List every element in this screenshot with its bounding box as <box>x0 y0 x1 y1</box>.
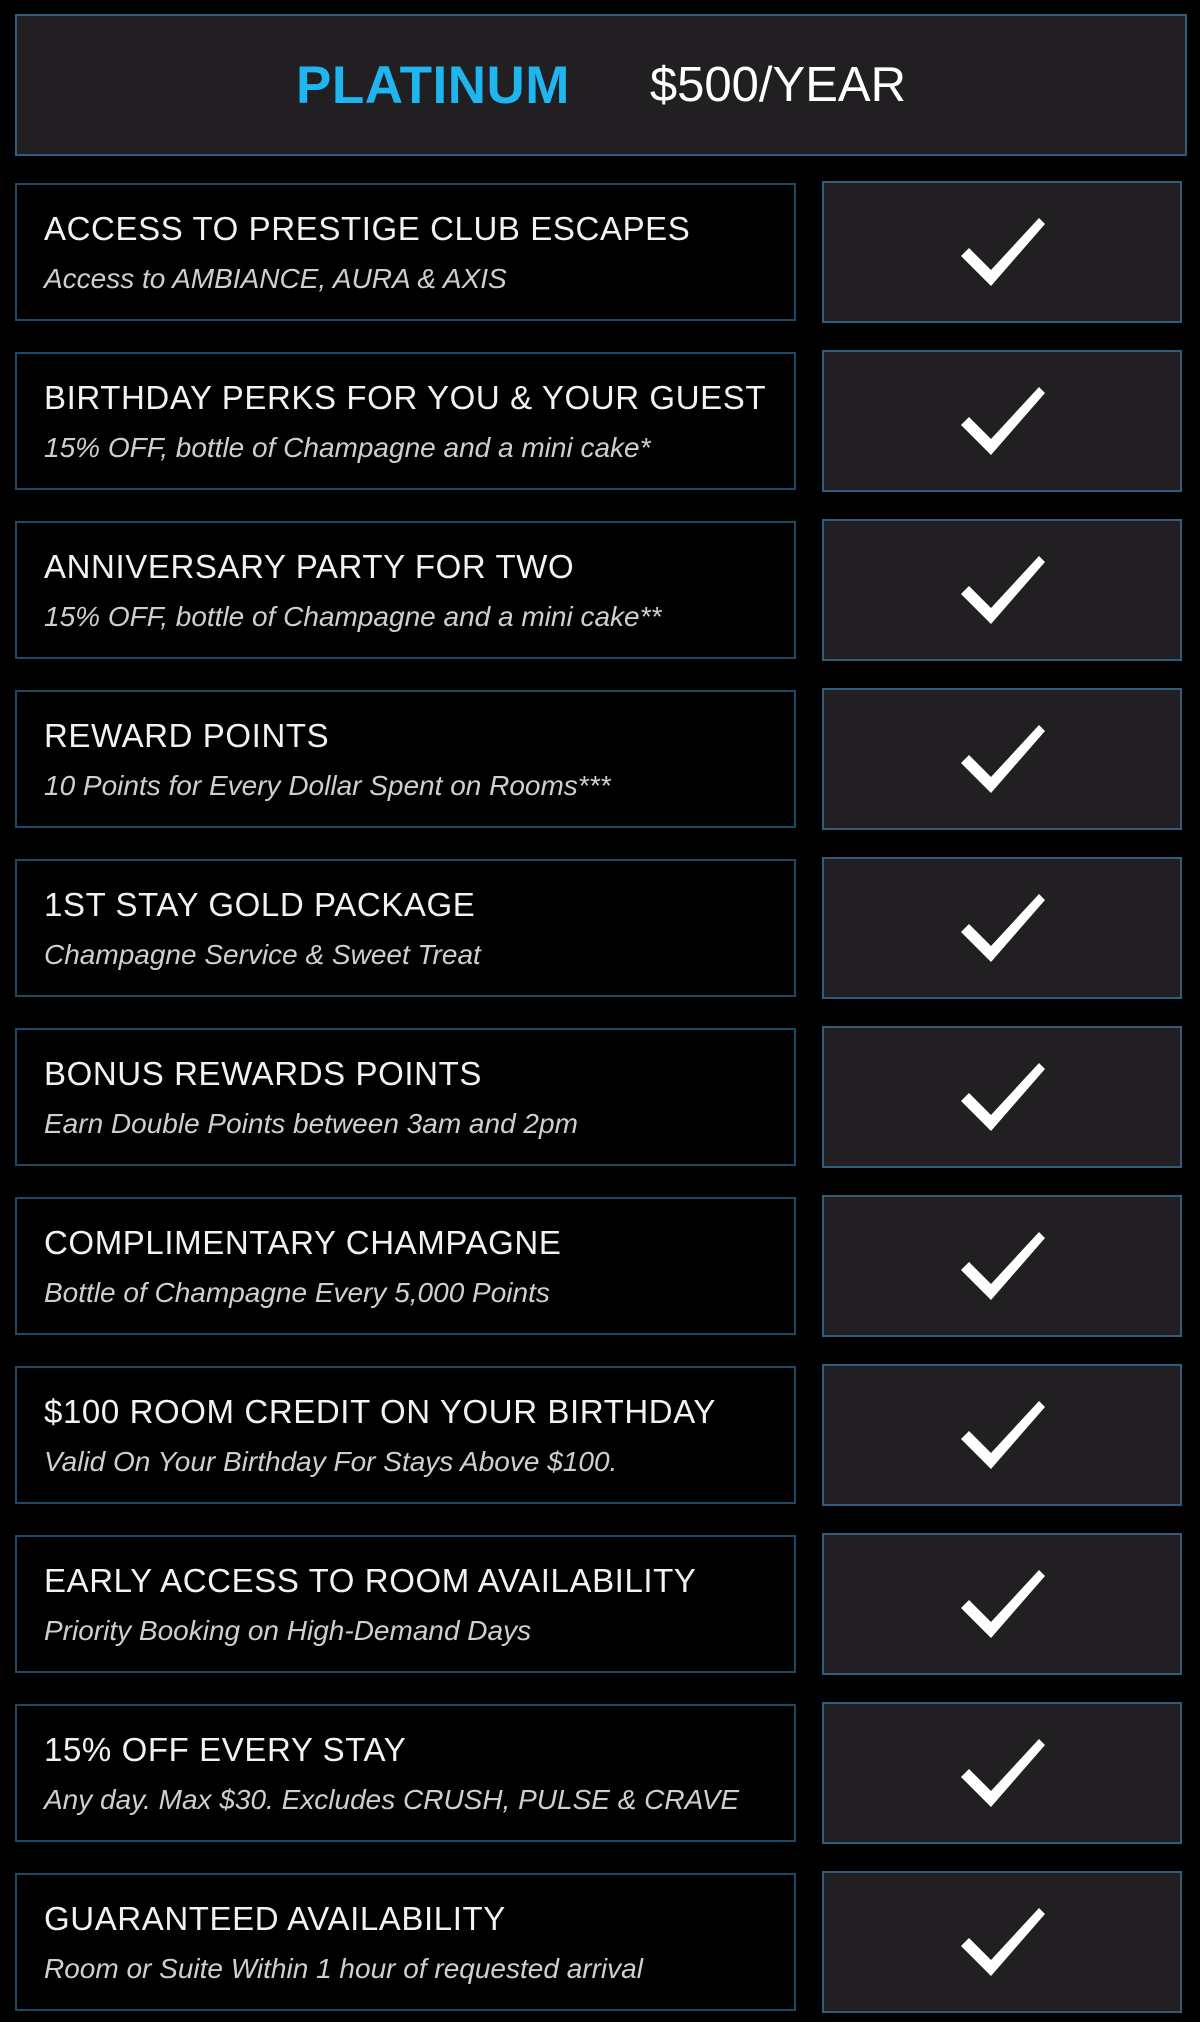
benefit-subtitle: 10 Points for Every Dollar Spent on Rooms*** <box>44 770 611 801</box>
benefit-subtitle: Any day. Max $30. Excludes CRUSH, PULSE & CRAVE <box>44 1784 740 1815</box>
benefit-included-cell <box>822 857 1182 999</box>
benefit-included-cell <box>822 1364 1182 1506</box>
benefit-label-box <box>15 1197 796 1335</box>
benefit-label-box <box>15 859 796 997</box>
benefit-label-box <box>15 183 796 321</box>
benefit-label-box <box>15 1873 796 2011</box>
benefit-title: COMPLIMENTARY CHAMPAGNE <box>44 1224 562 1261</box>
benefit-subtitle: Valid On Your Birthday For Stays Above $100. <box>44 1446 618 1477</box>
benefit-included-cell <box>822 1533 1182 1675</box>
benefit-included-cell <box>822 519 1182 661</box>
tier-name: PLATINUM <box>296 55 570 115</box>
benefit-included-cell <box>822 350 1182 492</box>
benefit-title: 15% OFF EVERY STAY <box>44 1731 407 1768</box>
benefit-subtitle: Access to AMBIANCE, AURA & AXIS <box>44 263 507 294</box>
checkmark-icon <box>957 719 1047 799</box>
benefit-row <box>0 350 1200 492</box>
benefit-title: $100 ROOM CREDIT ON YOUR BIRTHDAY <box>44 1393 717 1430</box>
benefit-title: 1ST STAY GOLD PACKAGE <box>44 886 476 923</box>
tier-header <box>15 14 1187 156</box>
checkmark-icon <box>957 1226 1047 1306</box>
checkmark-icon <box>957 1733 1047 1813</box>
benefit-row <box>0 1702 1200 1844</box>
benefit-label-box <box>15 1535 796 1673</box>
benefit-title: BIRTHDAY PERKS FOR YOU & YOUR GUEST <box>44 379 767 416</box>
benefit-subtitle: Priority Booking on High-Demand Days <box>44 1615 532 1646</box>
benefit-title: EARLY ACCESS TO ROOM AVAILABILITY <box>44 1562 697 1599</box>
benefit-included-cell <box>822 1871 1182 2013</box>
benefit-subtitle: Earn Double Points between 3am and 2pm <box>44 1108 578 1139</box>
checkmark-icon <box>957 1057 1047 1137</box>
checkmark-icon <box>957 1564 1047 1644</box>
benefit-included-cell <box>822 1195 1182 1337</box>
benefit-subtitle: Champagne Service & Sweet Treat <box>44 939 481 970</box>
checkmark-icon <box>957 381 1047 461</box>
benefit-label-box <box>15 521 796 659</box>
benefit-included-cell <box>822 1026 1182 1168</box>
benefit-label-box <box>15 1704 796 1842</box>
benefit-row <box>0 1026 1200 1168</box>
checkmark-icon <box>957 888 1047 968</box>
benefit-subtitle: Bottle of Champagne Every 5,000 Points <box>44 1277 550 1308</box>
benefit-included-cell <box>822 688 1182 830</box>
tier-price: $500/YEAR <box>649 58 906 112</box>
benefit-included-cell <box>822 1702 1182 1844</box>
checkmark-icon <box>957 1902 1047 1982</box>
checkmark-icon <box>957 1395 1047 1475</box>
benefit-title: REWARD POINTS <box>44 717 330 754</box>
benefit-title: GUARANTEED AVAILABILITY <box>44 1900 506 1937</box>
checkmark-icon <box>957 550 1047 630</box>
benefit-label-box <box>15 1028 796 1166</box>
benefit-row <box>0 1195 1200 1337</box>
benefit-title: ACCESS TO PRESTIGE CLUB ESCAPES <box>44 210 691 247</box>
benefit-subtitle: Room or Suite Within 1 hour of requested arrival <box>44 1953 643 1984</box>
benefit-row <box>0 857 1200 999</box>
benefit-label-box <box>15 1366 796 1504</box>
benefit-row <box>0 688 1200 830</box>
benefit-label-box <box>15 352 796 490</box>
benefit-row <box>0 1533 1200 1675</box>
benefit-subtitle: 15% OFF, bottle of Champagne and a mini cake** <box>44 601 662 632</box>
benefit-row <box>0 1364 1200 1506</box>
benefit-title: ANNIVERSARY PARTY FOR TWO <box>44 548 575 585</box>
benefit-row <box>0 1871 1200 2013</box>
benefit-included-cell <box>822 181 1182 323</box>
benefit-label-box <box>15 690 796 828</box>
checkmark-icon <box>957 212 1047 292</box>
benefit-row <box>0 519 1200 661</box>
benefit-title: BONUS REWARDS POINTS <box>44 1055 482 1092</box>
benefit-row <box>0 181 1200 323</box>
benefit-subtitle: 15% OFF, bottle of Champagne and a mini cake* <box>44 432 651 463</box>
